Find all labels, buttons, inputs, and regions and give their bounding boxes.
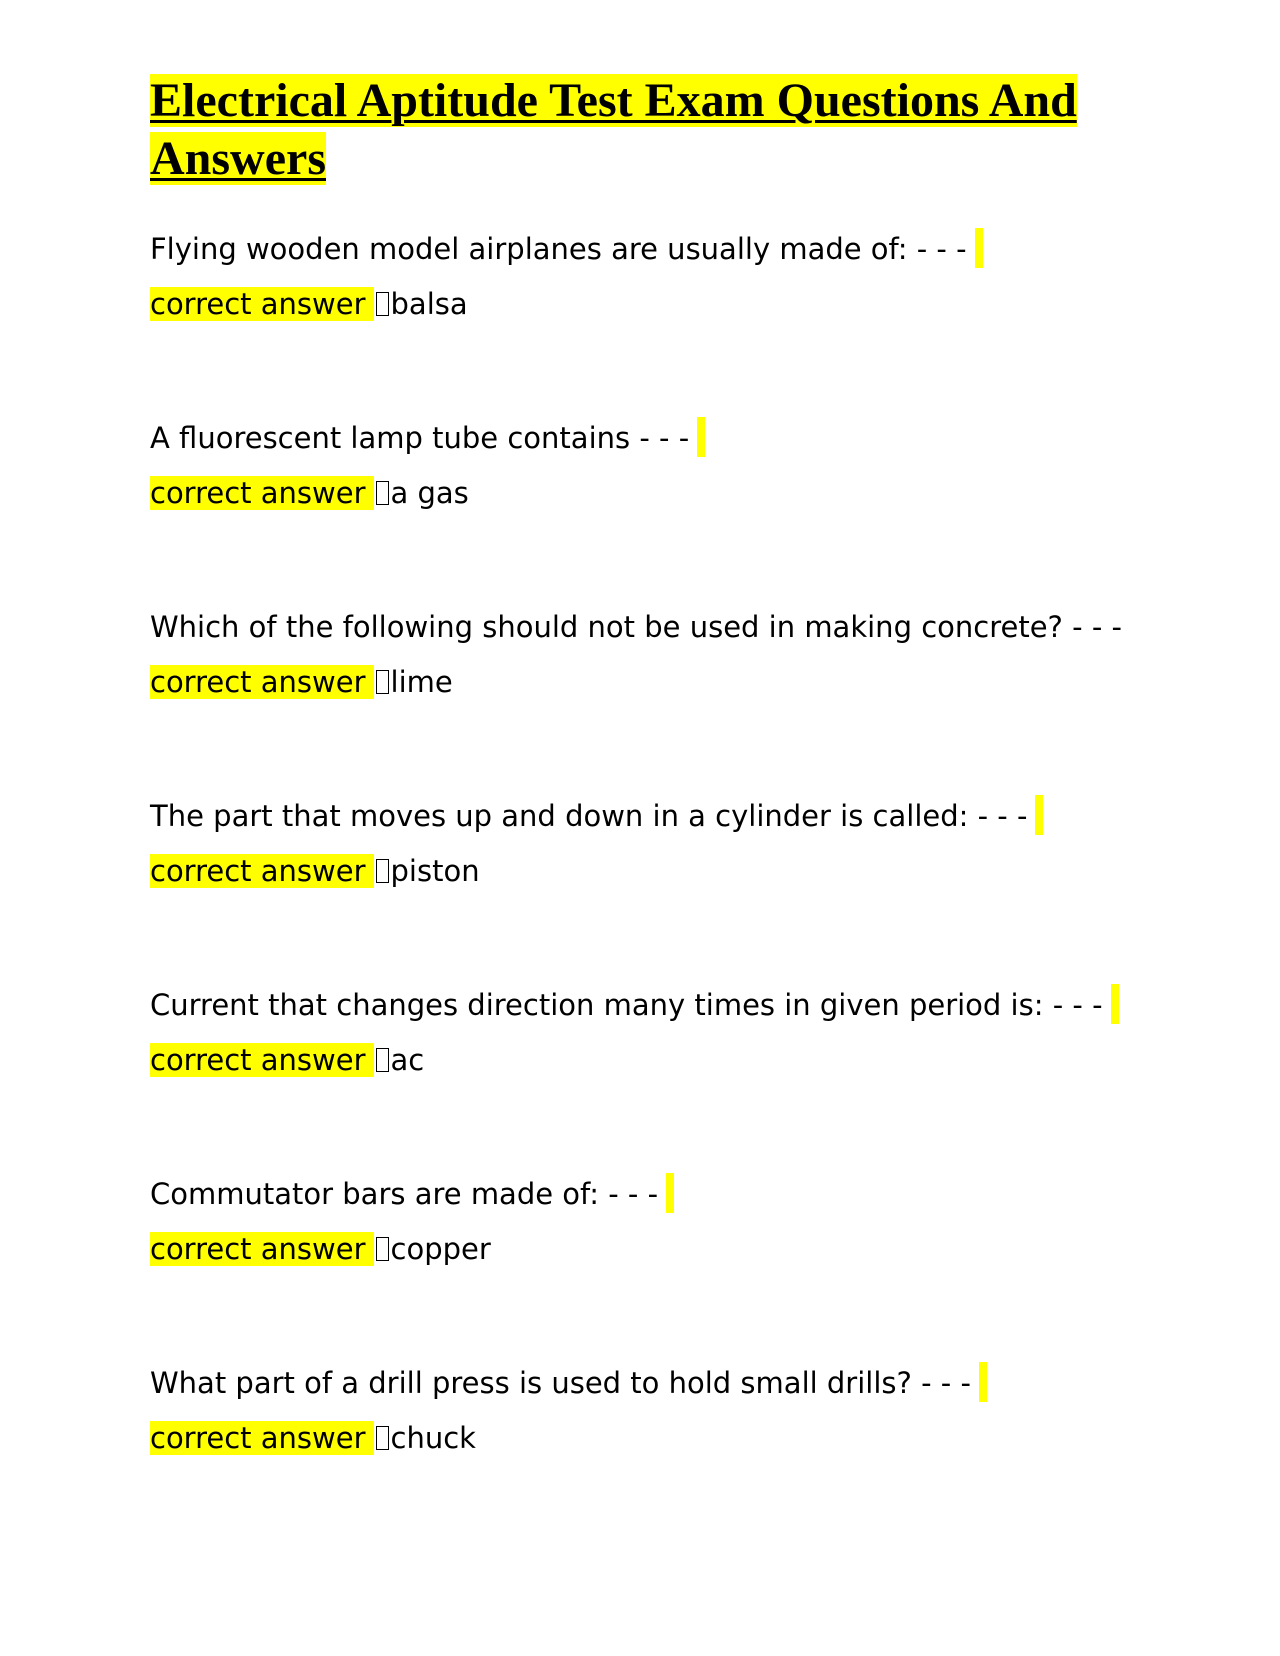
answer-line bbox=[150, 655, 1130, 710]
qa-item-3 bbox=[150, 600, 1130, 710]
answer-text: copper bbox=[390, 1232, 491, 1266]
answer-text: lime bbox=[390, 665, 453, 699]
missing-glyph-icon bbox=[376, 670, 389, 694]
question-text: What part of a drill press is used to hold small drills? - - - bbox=[150, 1366, 971, 1400]
question-line bbox=[150, 1167, 1130, 1222]
missing-glyph-icon bbox=[376, 1048, 389, 1072]
highlight-mark bbox=[975, 228, 983, 268]
answer-label: correct answer bbox=[150, 854, 374, 888]
document-page bbox=[150, 72, 1130, 1545]
answer-label: correct answer bbox=[150, 287, 374, 321]
answer-text: chuck bbox=[390, 1421, 476, 1455]
question-text: A fluorescent lamp tube contains - - - bbox=[150, 421, 690, 455]
answer-label: correct answer bbox=[150, 1421, 374, 1455]
question-line bbox=[150, 222, 1130, 277]
missing-glyph-icon bbox=[376, 859, 389, 883]
answer-line bbox=[150, 1222, 1130, 1277]
question-text: Which of the following should not be used in making concrete? - - - bbox=[150, 610, 1122, 644]
question-text: The part that moves up and down in a cylinder is called: - - - bbox=[150, 799, 1028, 833]
answer-line bbox=[150, 277, 1130, 332]
highlight-mark bbox=[979, 1362, 987, 1402]
highlight-mark bbox=[666, 1173, 674, 1213]
missing-glyph-icon bbox=[376, 292, 389, 316]
missing-glyph-icon bbox=[376, 1426, 389, 1450]
answer-text: piston bbox=[390, 854, 480, 888]
answer-text: a gas bbox=[390, 476, 469, 510]
answer-text: balsa bbox=[390, 287, 468, 321]
answer-label: correct answer bbox=[150, 665, 374, 699]
qa-item-4 bbox=[150, 789, 1130, 899]
answer-text: ac bbox=[390, 1043, 425, 1077]
answer-label: correct answer bbox=[150, 1232, 374, 1266]
question-text: Current that changes direction many times in given period is: - - - bbox=[150, 988, 1103, 1022]
answer-line bbox=[150, 466, 1130, 521]
answer-label: correct answer bbox=[150, 476, 374, 510]
highlight-mark bbox=[697, 417, 705, 457]
document-title bbox=[150, 72, 1130, 188]
missing-glyph-icon bbox=[376, 1237, 389, 1261]
highlight-mark bbox=[1111, 984, 1119, 1024]
qa-item-7 bbox=[150, 1356, 1130, 1466]
question-line bbox=[150, 411, 1130, 466]
question-line bbox=[150, 600, 1130, 655]
answer-label: correct answer bbox=[150, 1043, 374, 1077]
answer-line bbox=[150, 1411, 1130, 1466]
question-line bbox=[150, 789, 1130, 844]
qa-item-1 bbox=[150, 222, 1130, 332]
answer-line bbox=[150, 1033, 1130, 1088]
title-text: Electrical Aptitude Test Exam Questions And Answers bbox=[150, 74, 1077, 185]
question-text: Flying wooden model airplanes are usually made of: - - - bbox=[150, 232, 967, 266]
qa-item-6 bbox=[150, 1167, 1130, 1277]
question-text: Commutator bars are made of: - - - bbox=[150, 1177, 659, 1211]
question-line bbox=[150, 1356, 1130, 1411]
qa-item-2 bbox=[150, 411, 1130, 521]
qa-item-5 bbox=[150, 978, 1130, 1088]
question-line bbox=[150, 978, 1130, 1033]
missing-glyph-icon bbox=[376, 481, 389, 505]
answer-line bbox=[150, 844, 1130, 899]
highlight-mark bbox=[1035, 795, 1043, 835]
